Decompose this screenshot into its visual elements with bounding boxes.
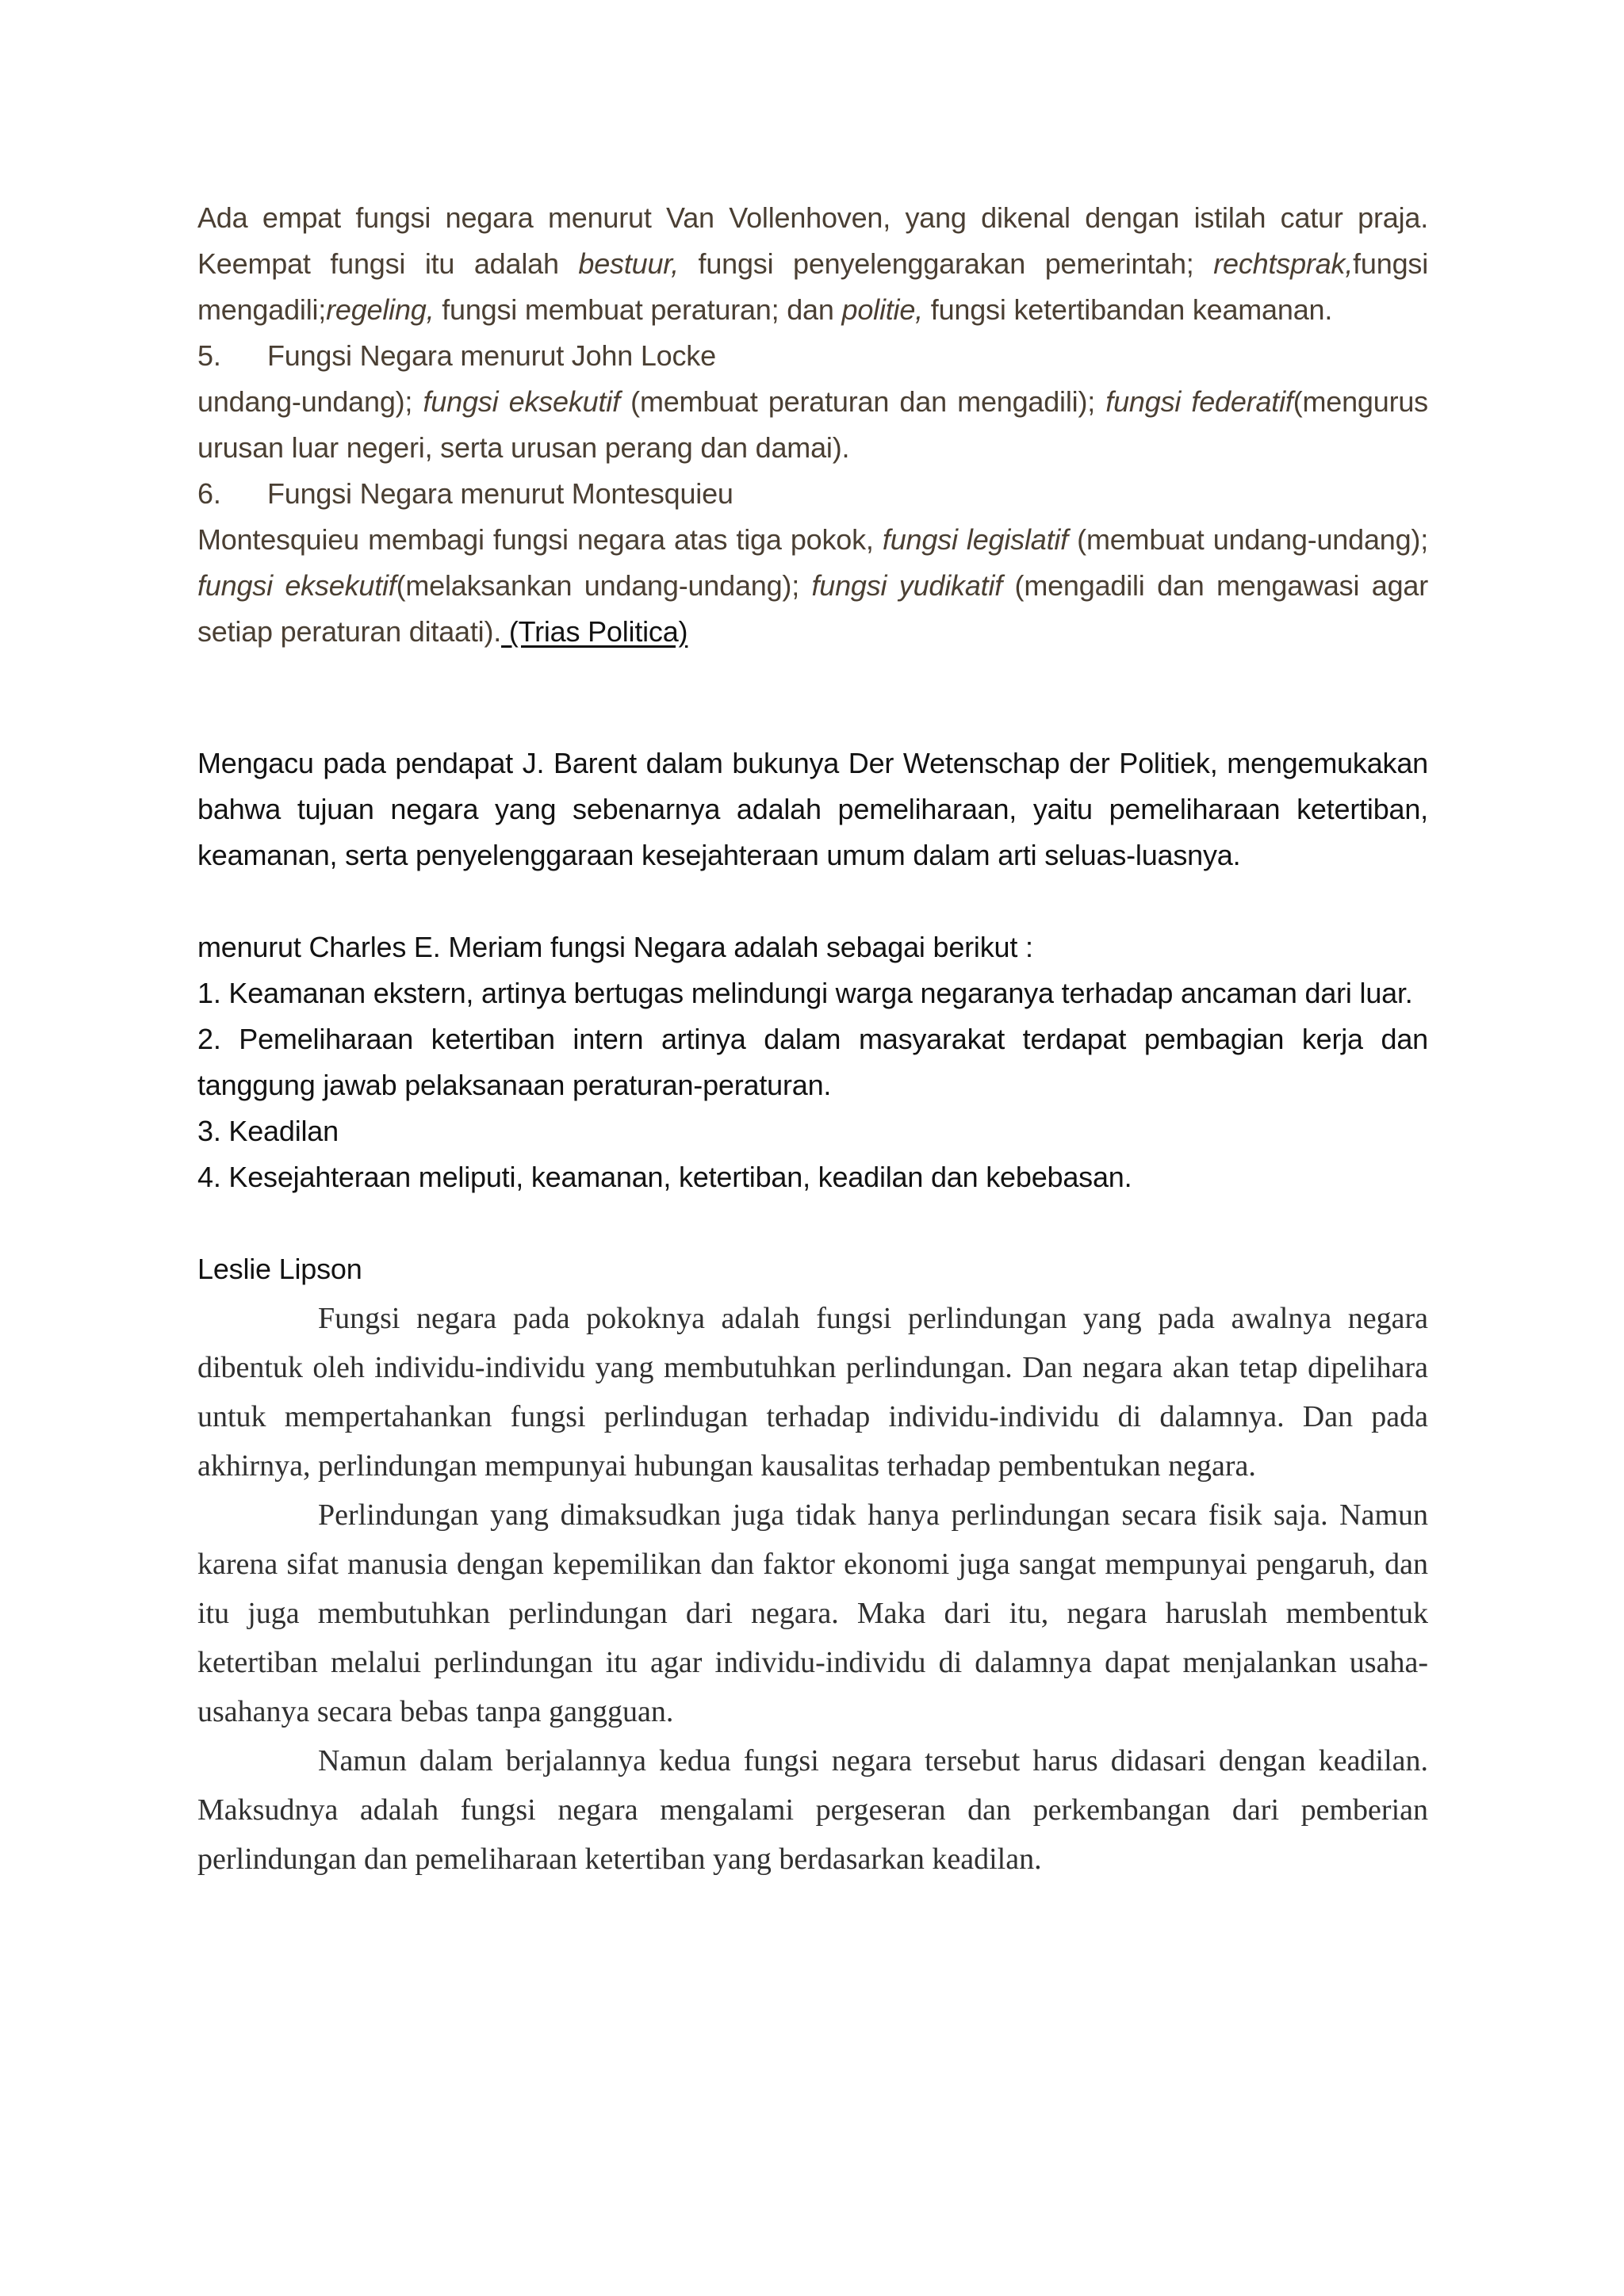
text-run: fungsi penyelenggarakan pemerintah; (678, 247, 1214, 280)
spacer (197, 878, 1428, 924)
lipson-heading: Leslie Lipson (197, 1253, 362, 1285)
italic-term: bestuur, (578, 247, 679, 280)
list-item: 1. Keamanan ekstern, artinya bertugas melindungi warga negaranya terhadap ancaman dari luar. (197, 977, 1413, 1009)
italic-term: regeling, (326, 293, 435, 326)
locke-heading (197, 333, 1428, 379)
text-run: (mengadili dan mengawasi agar setiap peraturan ditaati). (197, 569, 1428, 648)
lipson-body (197, 1294, 1428, 1884)
text-run: Ada empat fungsi negara menurut Van Vollenhoven, yang dikenal dengan istilah catur praja. Keempat fungsi itu adalah (197, 201, 1428, 280)
van-vollenhoven-paragraph (197, 195, 1428, 333)
heading-text: Fungsi Negara menurut Montesquieu (267, 477, 733, 510)
text-run: (melaksankan undang-undang); (396, 569, 812, 602)
lipson-paragraph-1: Fungsi negara pada pokoknya adalah fungsi perlindungan yang pada awalnya negara dibentuk oleh individu-individu yang membutuhkan perlindungan. Dan negara akan tetap dipelihara untuk mempertahankan fungsi perlindugan terhadap individu-individu di dalamnya. Dan pada akhirnya, perlindungan mempunyai hubungan kausalitas terhadap pembentukan negara. (197, 1302, 1428, 1483)
spacer (197, 655, 1428, 740)
text-run: (membuat peraturan dan mengadili); (619, 385, 1106, 418)
text-run: undang-undang); (197, 385, 423, 418)
text-run: fungsi mengadili; (197, 247, 1428, 326)
trias-politica-link[interactable]: (Trias Politica) (501, 615, 688, 648)
italic-term: fungsi eksekutif (423, 385, 620, 418)
meriam-intro: menurut Charles E. Meriam fungsi Negara adalah sebagai berikut : (197, 931, 1033, 963)
list-item: 2. Pemeliharaan ketertiban intern artinya dalam masyarakat terdapat pembagian kerja dan tanggung jawab pelaksanaan peraturan-peraturan. (197, 1023, 1428, 1101)
italic-term: politie, (841, 293, 923, 326)
italic-term: fungsi eksekutif (197, 569, 396, 602)
text-run: Montesquieu membagi fungsi negara atas tiga pokok, (197, 523, 883, 556)
document-page (197, 195, 1428, 1884)
montesquieu-paragraph (197, 517, 1428, 655)
list-item: 3. Keadilan (197, 1115, 339, 1147)
italic-term: fungsi legislatif (882, 523, 1068, 556)
text-run: (mengurus urusan luar negeri, serta urusan perang dan damai). (197, 385, 1428, 464)
spacer (197, 1200, 1428, 1246)
list-item: 4. Kesejahteraan meliputi, keamanan, ketertiban, keadilan dan kebebasan. (197, 1161, 1132, 1193)
lipson-paragraph-2: Perlindungan yang dimaksudkan juga tidak hanya perlindungan secara fisik saja. Namun karena sifat manusia dengan kepemilikan dan faktor ekonomi juga sangat mempunyai pengaruh, dan itu juga membutuhkan perlindungan dari negara. Maka dari itu, negara haruslah membentuk ketertiban melalui perlindungan itu agar individu-individu di dalamnya dapat menjalankan usaha-usahanya secara bebas tanpa gangguan. (197, 1498, 1428, 1728)
lipson-paragraph-3: Namun dalam berjalannya kedua fungsi negara tersebut harus didasari dengan keadilan. Maksudnya adalah fungsi negara mengalami pergeseran dan perkembangan dari pemberian perlindungan dan pemeliharaan ketertiban yang berdasarkan keadilan. (197, 1744, 1428, 1876)
list-number: 5. (197, 339, 221, 372)
italic-term: fungsi yudikatif (811, 569, 1003, 602)
heading-text: Fungsi Negara menurut John Locke (267, 339, 716, 372)
text-run: (membuat undang-undang); (1067, 523, 1429, 556)
list-number: 6. (197, 477, 221, 510)
locke-paragraph (197, 379, 1428, 471)
italic-term: rechtsprak, (1213, 247, 1354, 280)
montesquieu-heading (197, 471, 1428, 517)
text-run: fungsi membuat peraturan; dan (434, 293, 842, 326)
text-run: fungsi ketertibandan keamanan. (922, 293, 1333, 326)
barent-paragraph: Mengacu pada pendapat J. Barent dalam bukunya Der Wetenschap der Politiek, mengemukakan bahwa tujuan negara yang sebenarnya adalah pemeliharaan, yaitu pemeliharaan ketertiban, keamanan, serta penyelenggaraan kesejahteraan umum dalam arti seluas-luasnya. (197, 747, 1428, 871)
italic-term: fungsi federatif (1105, 385, 1293, 418)
